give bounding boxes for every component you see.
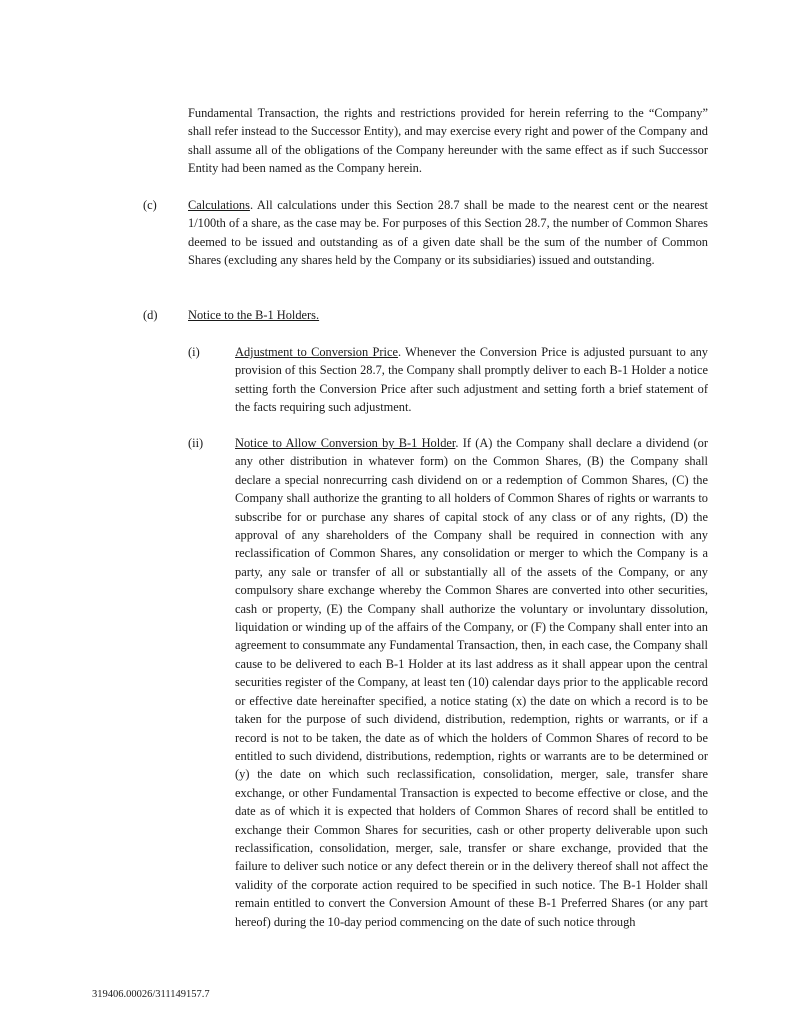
section-d-ii-text: . If (A) the Company shall declare a dividend (or any other distribution in whatever form) on the Common Shares, (B) the Company shall declare a special nonrecurring cash dividend on or a redemption of Common Shares, (C) the Company shall authorize the granting to all holders of Common Shares of rights or warrants to subscribe for or purchase any shares of capital stock of any class or of any rights, (D) the approval of any shareholders of the Company shall be required in connection with any reclassification of Common Shares, any consolidation or merger to which the Company is a party, any sale or transfer of all or substantially all of the assets of the Company, or any compulsory share exchange whereby the Common Shares are converted into other securities, cash or property, (E) the Company shall authorize the voluntary or involuntary dissolution, liquidation or winding up of the affairs of the Company, or (F) the Company shall enter into an agreement to consummate any Fundamental Transaction, then, in each case, the Company shall cause to be delivered to each B-1 Holder at its last address as it shall appear upon the central securities register of the Company, at least ten (10) calendar days prior to the applicable record or effective date hereinafter specified, a notice stating (x) the date on which a record is to be taken for the purpose of such dividend, distribution, redemption, rights or warrants, or if a record is not to be taken, the date as of which the holders of Common Shares of record to be entitled to such dividend, distributions, redemption, rights or warrants are to be determined or (y) the date on which such reclassification, consolidation, merger, sale, transfer share exchange, or other Fundamental Transaction is expected to become effective or close, and the date as of which it is expected that holders of Common Shares of record shall be entitled to exchange their Common Shares for securities, cash or other property deliverable upon such reclassification, consolidation, merger, sale, transfer or share exchange, provided that the failure to deliver such notice or any defect therein or in the delivery thereof shall not affect the validity of the corporate action required to be specified in such notice. The B-1 Holder shall remain entitled to convert the Conversion Amount of these B-1 Preferred Shares (or any part hereof) during the 10-day period commencing on the date of such notice through [235, 436, 709, 929]
section-d-i-paragraph [235, 343, 708, 417]
section-d-i-heading: Adjustment to Conversion Price [235, 345, 398, 359]
section-d-marker: (d) [143, 308, 158, 322]
section-d-ii-marker: (ii) [188, 436, 204, 450]
section-d-ii-heading: Notice to Allow Conversion by B-1 Holder [235, 436, 456, 450]
section-d-i-text: . Whenever the Conversion Price is adjusted pursuant to any provision of this Section 28.7, the Company shall promptly deliver to each B-1 Holder a notice setting forth the Conversion Price after such adjustment and setting forth a brief statement of the facts requiring such adjustment. [235, 345, 708, 415]
intro-paragraph: Fundamental Transaction, the rights and restrictions provided for herein referring to the “Company” shall refer instead to the Successor Entity), and may exercise every right and power of the Company and shall assume all of the obligations of the Company hereunder with the same effect as if such Successor Entity had been named as the Company herein. [188, 106, 708, 176]
section-c-heading: Calculations [188, 198, 250, 212]
section-c-paragraph [188, 196, 708, 270]
section-c-text: . All calculations under this Section 28.7 shall be made to the nearest cent or the nearest 1/100th of a share, as the case may be. For purposes of this Section 28.7, the number of Common Shares deemed to be issued and outstanding as of a given date shall be the sum of the number of Common Shares (excluding any shares held by the Company or its subsidiaries) issued and outstanding. [188, 198, 708, 268]
document-footer-id: 319406.00026/311149157.7 [92, 989, 210, 1000]
section-d-heading: Notice to the B-1 Holders. [188, 308, 320, 322]
section-d-paragraph [188, 306, 708, 324]
section-c-marker: (c) [143, 198, 157, 212]
section-d-i-marker: (i) [188, 345, 200, 359]
section-d-ii-paragraph [235, 434, 708, 931]
